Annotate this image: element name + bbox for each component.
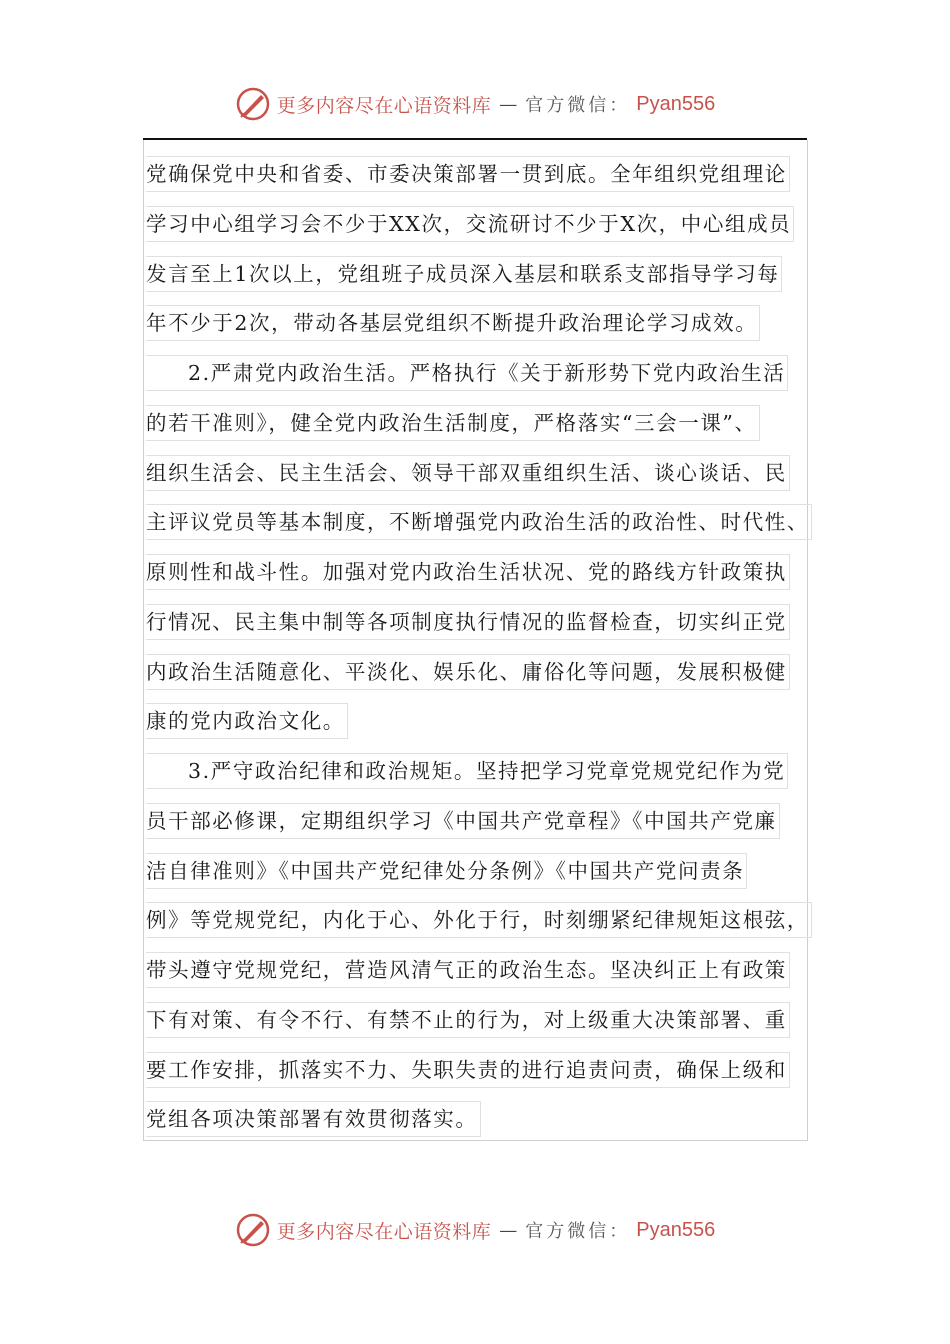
- quill-logo-icon: [235, 86, 271, 122]
- text-line: 2.严肃党内政治生活。严格执行《关于新形势下党内政治生活: [146, 355, 788, 391]
- footer-wechat-id: Pyan556: [636, 1218, 716, 1241]
- header-banner-dash: —: [499, 93, 518, 115]
- text-line: 发言至上1次以上，党组班子成员深入基层和联系支部指导学习每: [146, 256, 782, 292]
- text-line: 党确保党中央和省委、市委决策部署一贯到底。全年组织党组理论: [146, 156, 790, 192]
- text-line: 下有对策、有令不行、有禁不止的行为，对上级重大决策部署、重: [146, 1002, 790, 1038]
- text-line: 康的党内政治文化。: [146, 703, 348, 739]
- text-line: 党组各项决策部署有效贯彻落实。: [146, 1101, 481, 1137]
- text-line: 洁自律准则》《中国共产党纪律处分条例》《中国共产党问责条: [146, 853, 747, 889]
- footer-wechat-label: 官方微信：: [525, 1221, 631, 1242]
- footer-banner-text: 更多内容尽在心语资料库: [276, 1220, 492, 1243]
- text-line: 要工作安排，抓落实不力、失职失责的进行追责问责，确保上级和: [146, 1052, 790, 1088]
- text-line: 内政治生活随意化、平淡化、娱乐化、庸俗化等问题，发展积极健: [146, 654, 790, 690]
- header-wechat-id: Pyan556: [636, 92, 716, 115]
- header-banner: [0, 84, 950, 124]
- header-wechat-label: 官方微信：: [525, 95, 631, 116]
- text-line: 3.严守政治纪律和政治规矩。坚持把学习党章党规党纪作为党: [146, 753, 788, 789]
- text-line: 的若干准则》，健全党内政治生活制度，严格落实“三会一课”、: [146, 405, 760, 441]
- text-line: 学习中心组学习会不少于XX次，交流研讨不少于X次，中心组成员: [146, 206, 794, 242]
- text-line: 年不少于2次，带动各基层党组织不断提升政治理论学习成效。: [146, 305, 760, 341]
- text-line: 原则性和战斗性。加强对党内政治生活状况、党的路线方针政策执: [146, 554, 790, 590]
- text-line: 员干部必修课，定期组织学习《中国共产党章程》《中国共产党廉: [146, 803, 780, 839]
- footer-banner-dash: —: [499, 1219, 518, 1241]
- text-line: 行情况、民主集中制等各项制度执行情况的监督检查，切实纠正党: [146, 604, 790, 640]
- text-line: 主评议党员等基本制度，不断增强党内政治生活的政治性、时代性、: [146, 504, 812, 540]
- quill-logo-icon: [235, 1212, 271, 1248]
- footer-banner: [0, 1210, 950, 1250]
- text-line: 带头遵守党规党纪，营造风清气正的政治生态。坚决纠正上有政策: [146, 952, 790, 988]
- text-line: 组织生活会、民主生活会、领导干部双重组织生活、谈心谈话、民: [146, 455, 790, 491]
- text-line: 例》等党规党纪，内化于心、外化于行，时刻绷紧纪律规矩这根弦，: [146, 902, 812, 938]
- header-banner-text: 更多内容尽在心语资料库: [276, 94, 492, 117]
